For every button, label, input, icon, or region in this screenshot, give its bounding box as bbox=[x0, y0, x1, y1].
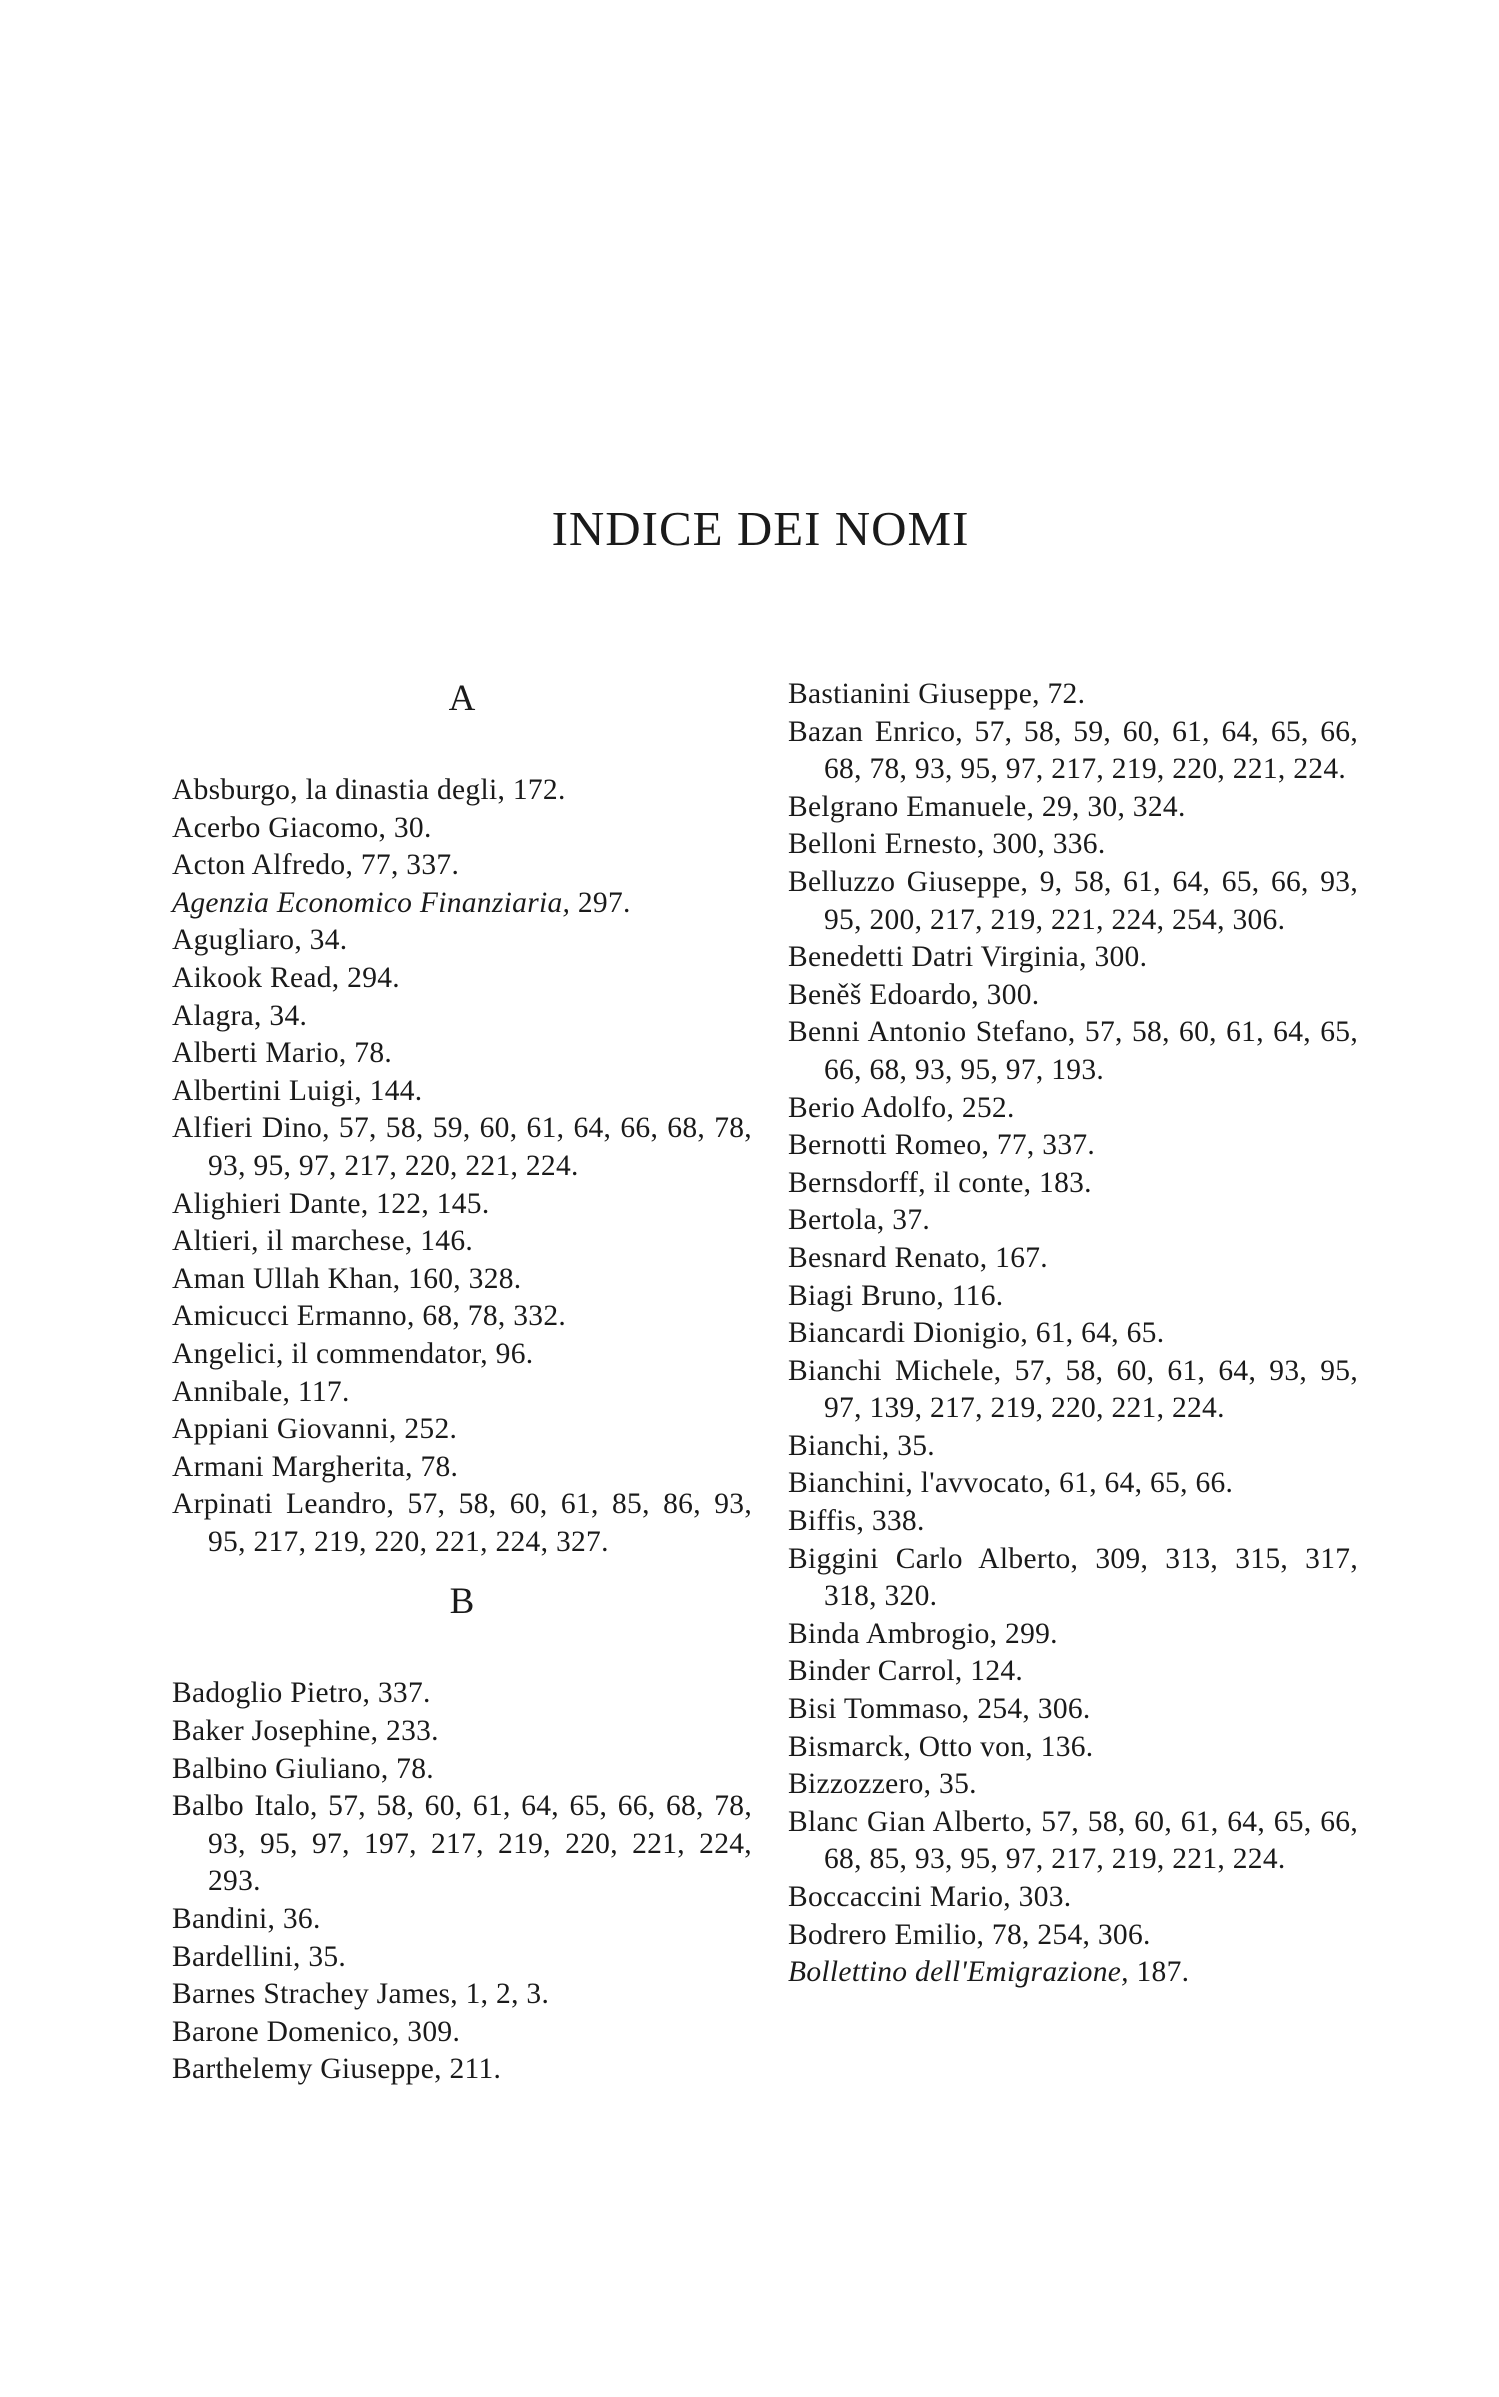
index-entry bbox=[788, 1879, 1358, 1917]
entry-pages: 37. bbox=[884, 1204, 931, 1237]
index-entry bbox=[788, 1014, 1358, 1089]
entry-name: Biancardi Dionigio, bbox=[788, 1317, 1029, 1350]
entry-name: Bertola, bbox=[788, 1204, 885, 1237]
entry-pages: 338. bbox=[864, 1505, 925, 1538]
index-entry bbox=[788, 1315, 1358, 1353]
index-entry bbox=[172, 2014, 752, 2052]
entry-name: Acerbo Giacomo, bbox=[172, 811, 387, 844]
entry-pages: 1, 2, 3. bbox=[457, 1978, 550, 2011]
index-column-left bbox=[172, 676, 752, 2089]
entry-pages: 57, 58, 60, 61, 85, 86, 93, 95, 217, 219, 220, 221, 224, 327. bbox=[208, 1488, 752, 1558]
index-entry bbox=[172, 1486, 752, 1561]
entry-pages: 9, 58, 61, 64, 65, 66, 93, 95, 200, 217, 219, 221, 224, 254, 306. bbox=[824, 865, 1358, 936]
entry-pages: 57, 58, 60, 61, 64, 65, 66, 68, 85, 93, 95, 97, 217, 219, 221, 224. bbox=[824, 1805, 1358, 1876]
page-title: INDICE DEI NOMI bbox=[551, 501, 970, 556]
entry-pages: 96. bbox=[487, 1337, 534, 1370]
entry-pages: 57, 58, 60, 61, 64, 93, 95, 97, 139, 217, 219, 220, 221, 224. bbox=[824, 1354, 1358, 1425]
entry-pages: 337. bbox=[370, 1677, 431, 1710]
index-entry bbox=[172, 960, 752, 998]
index-entry bbox=[788, 1240, 1358, 1278]
entry-pages: 252. bbox=[954, 1091, 1015, 1124]
entry-pages: 57, 58, 59, 60, 61, 64, 65, 66, 68, 78, 93, 95, 97, 217, 219, 220, 221, 224. bbox=[824, 715, 1358, 786]
entry-pages: 211. bbox=[441, 2053, 502, 2086]
entry-name: Annibale, bbox=[172, 1375, 291, 1408]
entry-name: Barone Domenico, bbox=[172, 2015, 400, 2048]
entry-pages: 124. bbox=[962, 1655, 1024, 1688]
entry-name: Alagra, bbox=[172, 999, 262, 1032]
entry-name: Alfieri Dino, bbox=[172, 1112, 330, 1145]
index-entry bbox=[788, 1465, 1358, 1503]
entry-pages: 35. bbox=[300, 1940, 347, 1973]
index-entry bbox=[172, 1374, 752, 1412]
entry-pages: 172. bbox=[505, 774, 566, 806]
entry-pages: 300, 336. bbox=[984, 828, 1106, 861]
entry-pages: 61, 64, 65, 66. bbox=[1051, 1467, 1234, 1500]
index-entry bbox=[172, 810, 752, 848]
index-entry bbox=[788, 1766, 1358, 1804]
index-entry bbox=[788, 1428, 1358, 1466]
section-b-entries bbox=[172, 1675, 752, 2089]
index-entry bbox=[172, 1751, 752, 1789]
entry-name: Acton Alfredo, bbox=[172, 849, 354, 882]
entry-name: Barnes Strachey James, bbox=[172, 1978, 458, 2011]
entry-name: Aikook Read, bbox=[172, 961, 340, 994]
entry-name: Bazan Enrico, bbox=[788, 715, 963, 748]
entry-pages: 57, 58, 60, 61, 64, 65, 66, 68, 93, 95, 97, 193. bbox=[824, 1016, 1359, 1086]
index-entry bbox=[172, 1073, 752, 1111]
index-entry bbox=[788, 1691, 1358, 1729]
entry-pages: 34. bbox=[261, 999, 308, 1032]
entry-pages: 78. bbox=[388, 1752, 434, 1785]
entry-pages: 309, 313, 315, 317, 318, 320. bbox=[824, 1542, 1359, 1613]
entry-name: Binder Carrol, bbox=[788, 1655, 963, 1688]
entry-pages: 72. bbox=[1039, 678, 1086, 710]
entry-name: Bismarck, Otto von, bbox=[788, 1730, 1033, 1763]
entry-name: Belloni Ernesto, bbox=[788, 828, 985, 861]
entry-pages: 61, 64, 65. bbox=[1028, 1317, 1165, 1350]
section-letter-a: A bbox=[448, 678, 476, 719]
entry-pages: 68, 78, 332. bbox=[414, 1300, 567, 1333]
entry-pages: 77, 337. bbox=[989, 1129, 1096, 1162]
entry-pages: 30. bbox=[386, 811, 432, 844]
entry-name: Appiani Giovanni, bbox=[172, 1413, 397, 1446]
section-letter-b: B bbox=[449, 1581, 475, 1623]
entry-name: Albertini Luigi, bbox=[172, 1074, 362, 1107]
index-entry bbox=[788, 1729, 1358, 1767]
entry-pages: 57, 58, 60, 61, 64, 65, 66, 68, 78, 93, 95, 97, 197, 217, 219, 220, 221, 224, 293. bbox=[208, 1790, 752, 1898]
entry-name: Arpinati Leandro, bbox=[172, 1488, 395, 1521]
entry-pages: 35. bbox=[931, 1768, 977, 1801]
entry-name: Binda Ambrogio, bbox=[788, 1617, 998, 1650]
entry-name: Bisi Tommaso, bbox=[788, 1693, 970, 1726]
index-entry bbox=[172, 1939, 752, 1977]
entry-pages: 78. bbox=[412, 1450, 459, 1483]
entry-name: Belluzzo Giuseppe, bbox=[788, 865, 1029, 898]
index-entry bbox=[788, 1353, 1358, 1428]
entry-name: Biagi Bruno, bbox=[788, 1279, 945, 1312]
entry-pages: 300. bbox=[978, 978, 1040, 1011]
entry-pages: 252. bbox=[396, 1413, 458, 1446]
index-entry bbox=[788, 826, 1358, 864]
entry-name: Absburgo, la dinastia degli, bbox=[172, 774, 506, 806]
entry-name: Alighieri Dante, bbox=[172, 1187, 369, 1220]
entry-name: Bianchi Michele, bbox=[788, 1354, 1002, 1387]
entry-pages: 29, 30, 324. bbox=[1034, 790, 1186, 823]
index-entry bbox=[172, 1411, 752, 1449]
entry-pages: 183. bbox=[1031, 1166, 1092, 1199]
entry-pages: 57, 58, 59, 60, 61, 64, 66, 68, 78, 93, 95, 97, 217, 220, 221, 224. bbox=[208, 1112, 752, 1182]
index-entry bbox=[788, 864, 1358, 939]
entry-pages: 167. bbox=[987, 1241, 1048, 1274]
entry-name: Armani Margherita, bbox=[172, 1450, 413, 1483]
entry-name: Bardellini, bbox=[172, 1940, 301, 1973]
entry-name: Aman Ullah Khan, bbox=[172, 1262, 401, 1295]
index-entry bbox=[172, 922, 752, 960]
entry-name: Baker Josephine, bbox=[172, 1715, 379, 1748]
index-entry bbox=[172, 998, 752, 1036]
index-entry bbox=[172, 1788, 752, 1901]
entry-pages: 160, 328. bbox=[400, 1262, 522, 1295]
entry-name: Benni Antonio Stefano, bbox=[788, 1016, 1076, 1049]
entry-name: Bizzozzero, bbox=[788, 1768, 932, 1801]
entry-name: Bollettino dell'Emigrazione, bbox=[788, 1956, 1129, 1989]
index-entry bbox=[788, 1090, 1358, 1128]
index-entry bbox=[172, 1186, 752, 1224]
entry-name: Bianchi, bbox=[788, 1429, 890, 1462]
entry-pages: 122, 145. bbox=[368, 1187, 490, 1220]
entry-pages: 300. bbox=[1086, 941, 1148, 974]
entry-pages: 309. bbox=[399, 2015, 461, 2048]
entry-name: Barthelemy Giuseppe, bbox=[172, 2053, 442, 2086]
index-entry bbox=[172, 1901, 752, 1939]
index-entry bbox=[788, 1165, 1358, 1203]
index-entry bbox=[788, 1278, 1358, 1316]
entry-name: Besnard Renato, bbox=[788, 1241, 988, 1274]
entry-name: Beněš Edoardo, bbox=[788, 978, 979, 1011]
index-entry bbox=[788, 939, 1358, 977]
entry-pages: 78, 254, 306. bbox=[984, 1918, 1151, 1951]
entry-name: Alberti Mario, bbox=[172, 1037, 347, 1070]
index-entry bbox=[172, 1449, 752, 1487]
index-entry bbox=[172, 847, 752, 885]
entry-pages: 117. bbox=[290, 1375, 350, 1408]
entry-name: Altieri, il marchese, bbox=[172, 1225, 413, 1258]
entry-name: Berio Adolfo, bbox=[788, 1091, 955, 1124]
index-entry bbox=[788, 1954, 1358, 1992]
entry-pages: 233. bbox=[378, 1715, 439, 1748]
index-entry bbox=[172, 772, 752, 810]
entry-name: Badoglio Pietro, bbox=[172, 1677, 371, 1710]
index-column-right bbox=[788, 676, 1358, 1992]
entry-pages: 144. bbox=[361, 1074, 423, 1107]
index-entry bbox=[788, 1804, 1358, 1879]
entry-name: Amicucci Ermanno, bbox=[172, 1300, 415, 1333]
index-entry bbox=[788, 1616, 1358, 1654]
index-entry bbox=[788, 676, 1358, 714]
entry-name: Bernsdorff, il conte, bbox=[788, 1166, 1032, 1199]
index-entry bbox=[172, 1336, 752, 1374]
index-entry bbox=[172, 1675, 752, 1713]
index-entry bbox=[172, 1298, 752, 1336]
entry-name: Bernotti Romeo, bbox=[788, 1129, 990, 1162]
entry-name: Agenzia Economico Finanziaria, bbox=[172, 886, 571, 919]
index-entry bbox=[172, 1261, 752, 1299]
entry-pages: 294. bbox=[339, 961, 400, 994]
section-a-entries bbox=[172, 772, 752, 1561]
entry-pages: 36. bbox=[275, 1903, 321, 1936]
index-entry bbox=[172, 885, 752, 923]
entry-name: Bandini, bbox=[172, 1903, 276, 1936]
entry-name: Bodrero Emilio, bbox=[788, 1918, 985, 1951]
index-entry bbox=[172, 1035, 752, 1073]
entry-pages: 77, 337. bbox=[353, 849, 460, 882]
entry-name: Angelici, il commendator, bbox=[172, 1337, 488, 1370]
entry-pages: 303. bbox=[1010, 1881, 1072, 1913]
index-entry bbox=[788, 1917, 1358, 1955]
entry-name: Bianchini, l'avvocato, bbox=[788, 1467, 1052, 1500]
index-entry bbox=[788, 789, 1358, 827]
entry-name: Boccaccini Mario, bbox=[788, 1881, 1011, 1913]
entry-name: Agugliaro, bbox=[172, 924, 302, 957]
index-entry bbox=[172, 1976, 752, 2014]
index-entry bbox=[788, 1541, 1358, 1616]
entry-pages: 146. bbox=[412, 1225, 474, 1258]
entry-name: Belgrano Emanuele, bbox=[788, 790, 1035, 823]
entry-pages: 78. bbox=[346, 1037, 393, 1070]
index-entry bbox=[788, 1127, 1358, 1165]
index-entry bbox=[788, 714, 1358, 789]
entry-pages: 187. bbox=[1128, 1956, 1190, 1989]
entry-name: Benedetti Datri Virginia, bbox=[788, 941, 1087, 974]
entry-pages: 299. bbox=[997, 1617, 1058, 1650]
entry-name: Balbo Italo, bbox=[172, 1790, 318, 1823]
index-entry bbox=[788, 977, 1358, 1015]
entry-pages: 254, 306. bbox=[969, 1693, 1091, 1726]
index-entry bbox=[788, 1503, 1358, 1541]
entry-pages: 297. bbox=[570, 886, 631, 919]
entry-name: Balbino Giuliano, bbox=[172, 1752, 389, 1785]
entry-name: Blanc Gian Alberto, bbox=[788, 1805, 1033, 1838]
entry-name: Biffis, bbox=[788, 1505, 865, 1538]
right-column-entries bbox=[788, 676, 1358, 1992]
entry-pages: 116. bbox=[944, 1279, 1004, 1312]
entry-name: Bastianini Giuseppe, bbox=[788, 678, 1040, 710]
index-entry bbox=[788, 1202, 1358, 1240]
index-entry bbox=[172, 1713, 752, 1751]
index-entry bbox=[172, 1223, 752, 1261]
index-entry bbox=[172, 2051, 752, 2089]
index-entry bbox=[172, 1110, 752, 1185]
entry-name: Biggini Carlo Alberto, bbox=[788, 1542, 1079, 1575]
entry-pages: 136. bbox=[1032, 1730, 1094, 1763]
entry-pages: 35. bbox=[889, 1429, 935, 1462]
index-entry bbox=[788, 1653, 1358, 1691]
entry-pages: 34. bbox=[302, 924, 348, 957]
